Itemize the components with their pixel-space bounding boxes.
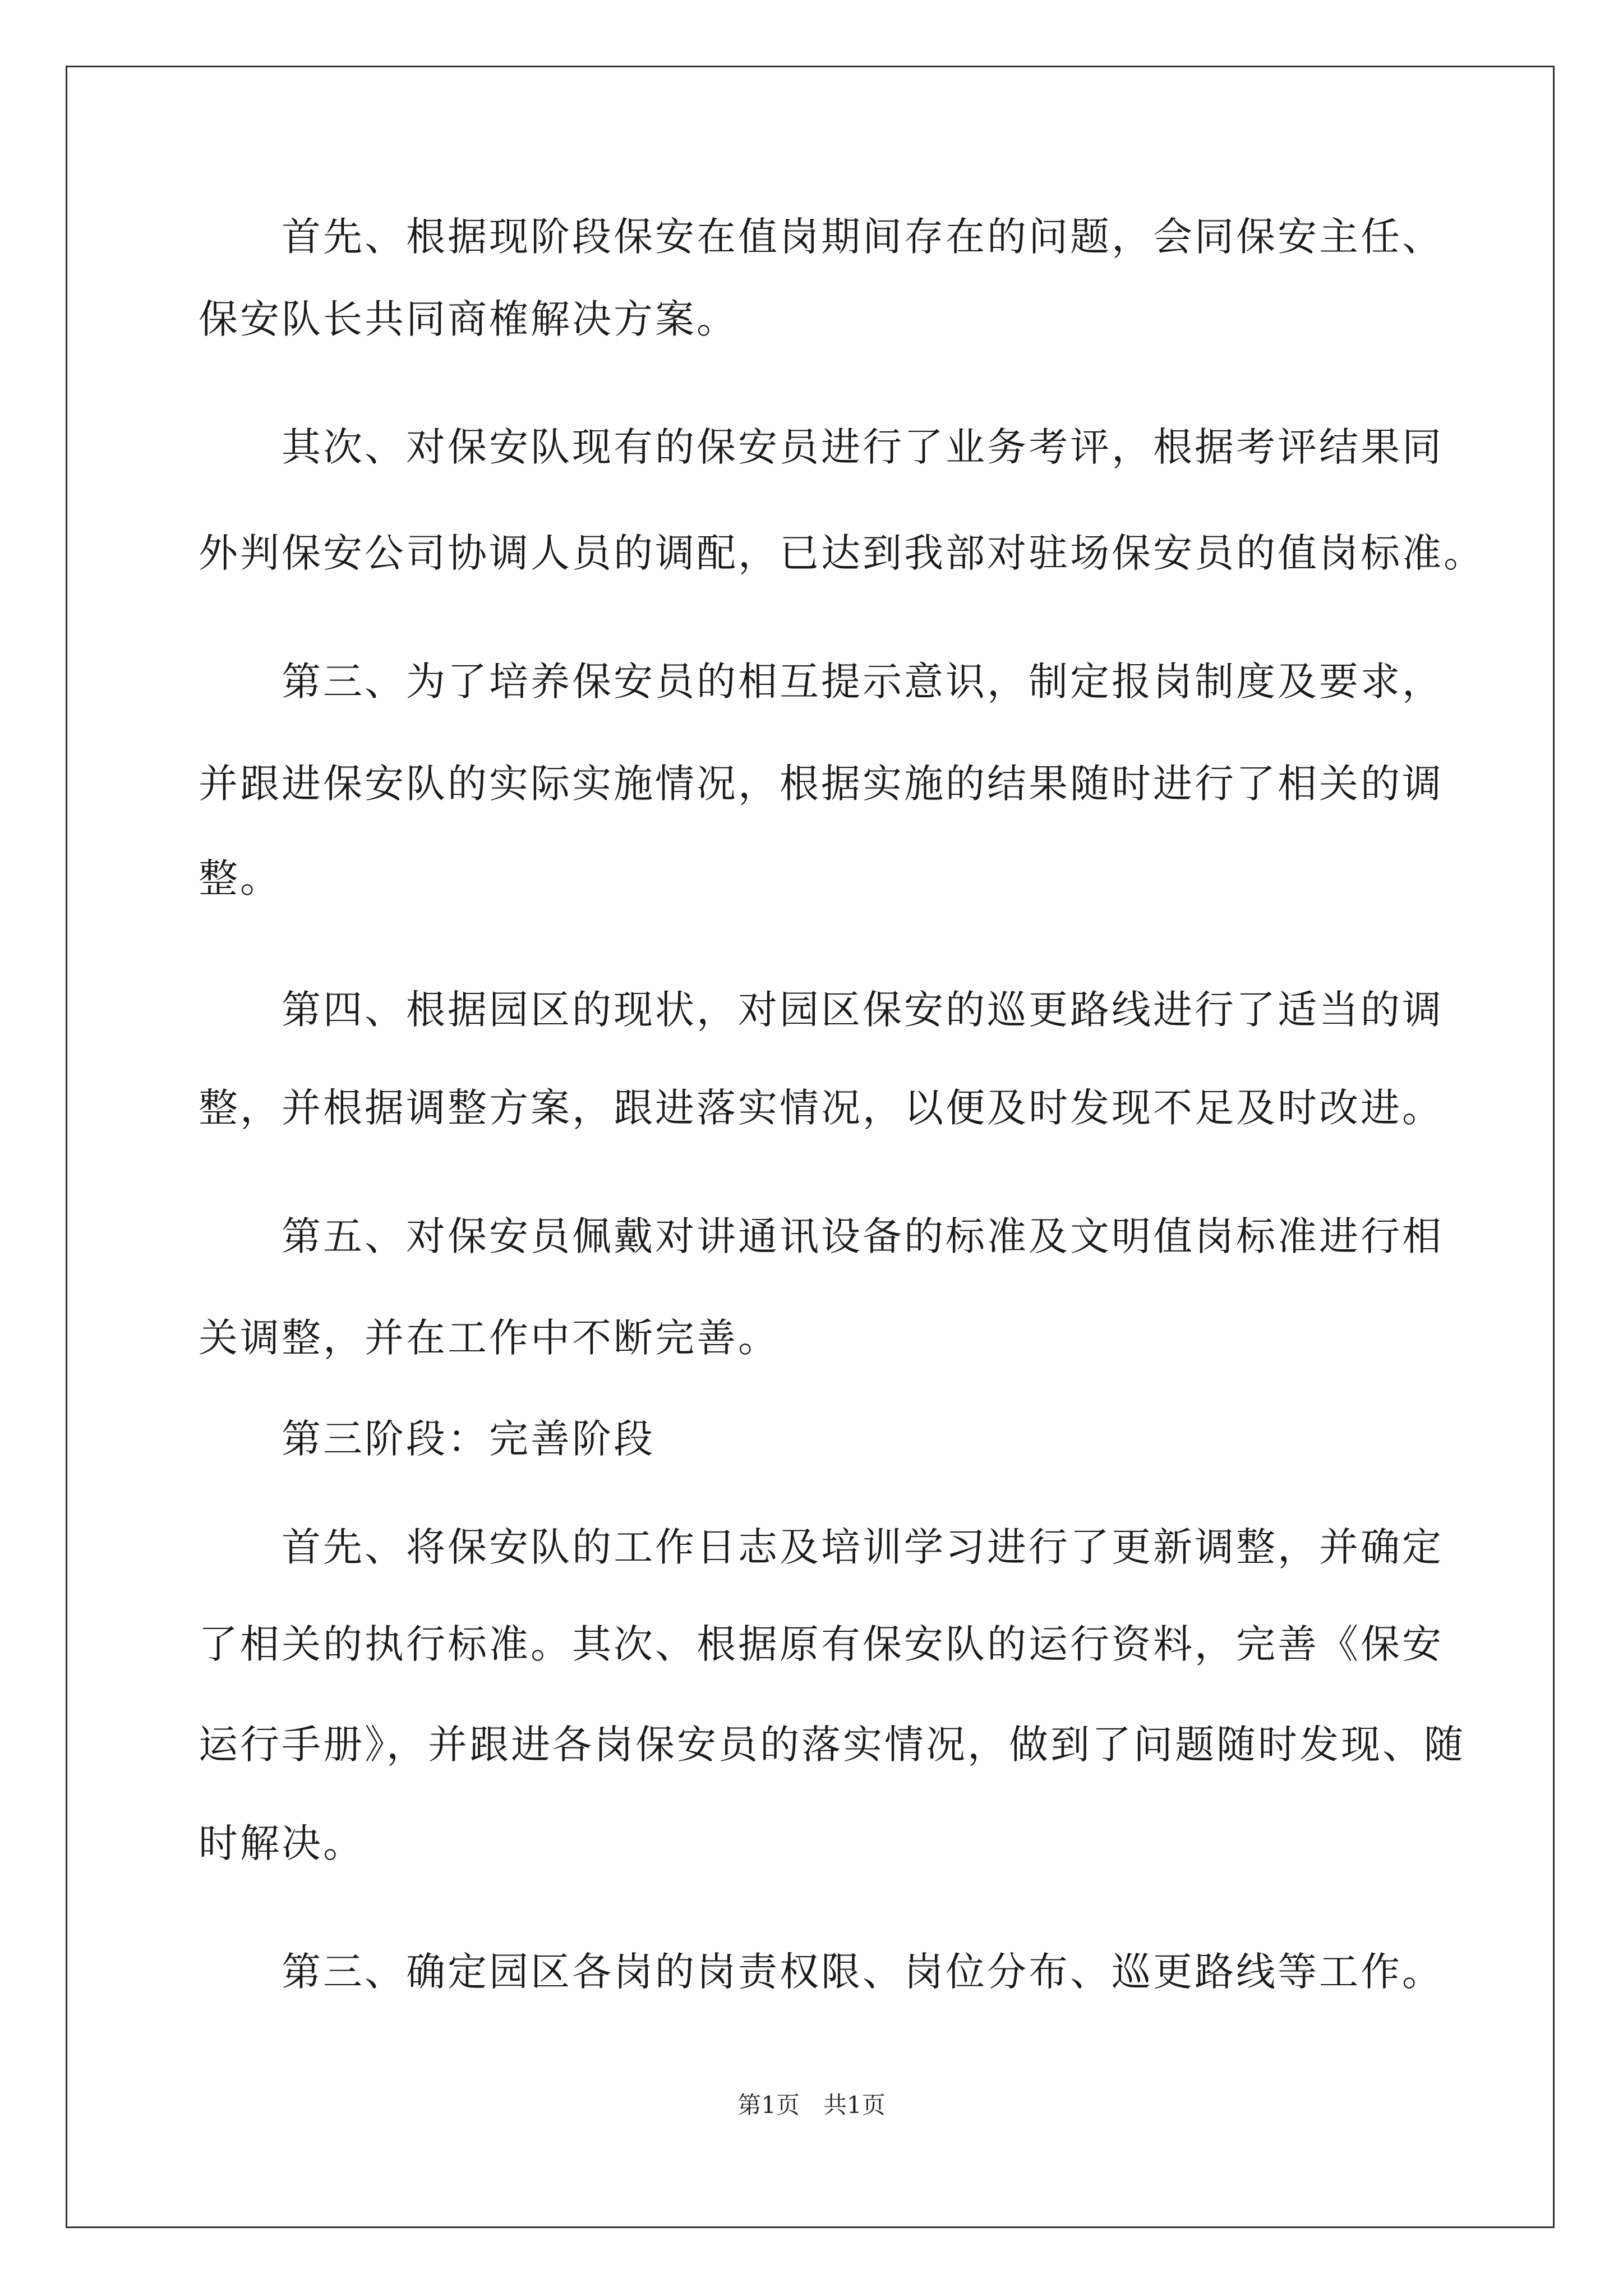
- text-line: 时解决。: [199, 1820, 365, 1866]
- page-border: [66, 66, 1555, 2228]
- text-line: 整。: [199, 855, 282, 901]
- text-line: 了相关的执行标准。其次、根据原有保安队的运行资料，完善《保安: [199, 1621, 1444, 1667]
- text-line: 外判保安公司协调人员的调配，已达到我部对驻场保安员的值岗标准。: [199, 530, 1485, 576]
- page-footer: 第1页 共1页: [737, 2091, 886, 2119]
- text-line: 首先、根据现阶段保安在值岗期间存在的问题，会同保安主任、: [199, 214, 1444, 260]
- text-line: 第三、为了培养保安员的相互提示意识，制定报岗制度及要求，: [199, 659, 1444, 705]
- text-line: 运行手册》，并跟进各岗保安员的落实情况，做到了问题随时发现、随: [199, 1722, 1465, 1768]
- text-line: 其次、对保安队现有的保安员进行了业务考评，根据考评结果同: [199, 424, 1444, 470]
- text-line: 整，并根据调整方案，跟进落实情况，以便及时发现不足及时改进。: [199, 1085, 1444, 1131]
- text-line: 并跟进保安队的实际实施情况，根据实施的结果随时进行了相关的调: [199, 761, 1444, 807]
- text-line: 保安队长共同商榷解决方案。: [199, 296, 738, 342]
- text-line: 第五、对保安员佩戴对讲通讯设备的标准及文明值岗标准进行相: [199, 1213, 1444, 1259]
- text-line: 首先、将保安队的工作日志及培训学习进行了更新调整，并确定: [199, 1524, 1444, 1570]
- section-heading: 第三阶段：完善阶段: [199, 1416, 655, 1462]
- text-line: 关调整，并在工作中不断完善。: [199, 1315, 780, 1361]
- text-line: 第三、确定园区各岗的岗责权限、岗位分布、巡更路线等工作。: [199, 1949, 1444, 1995]
- text-line: 第四、根据园区的现状，对园区保安的巡更路线进行了适当的调: [199, 987, 1444, 1033]
